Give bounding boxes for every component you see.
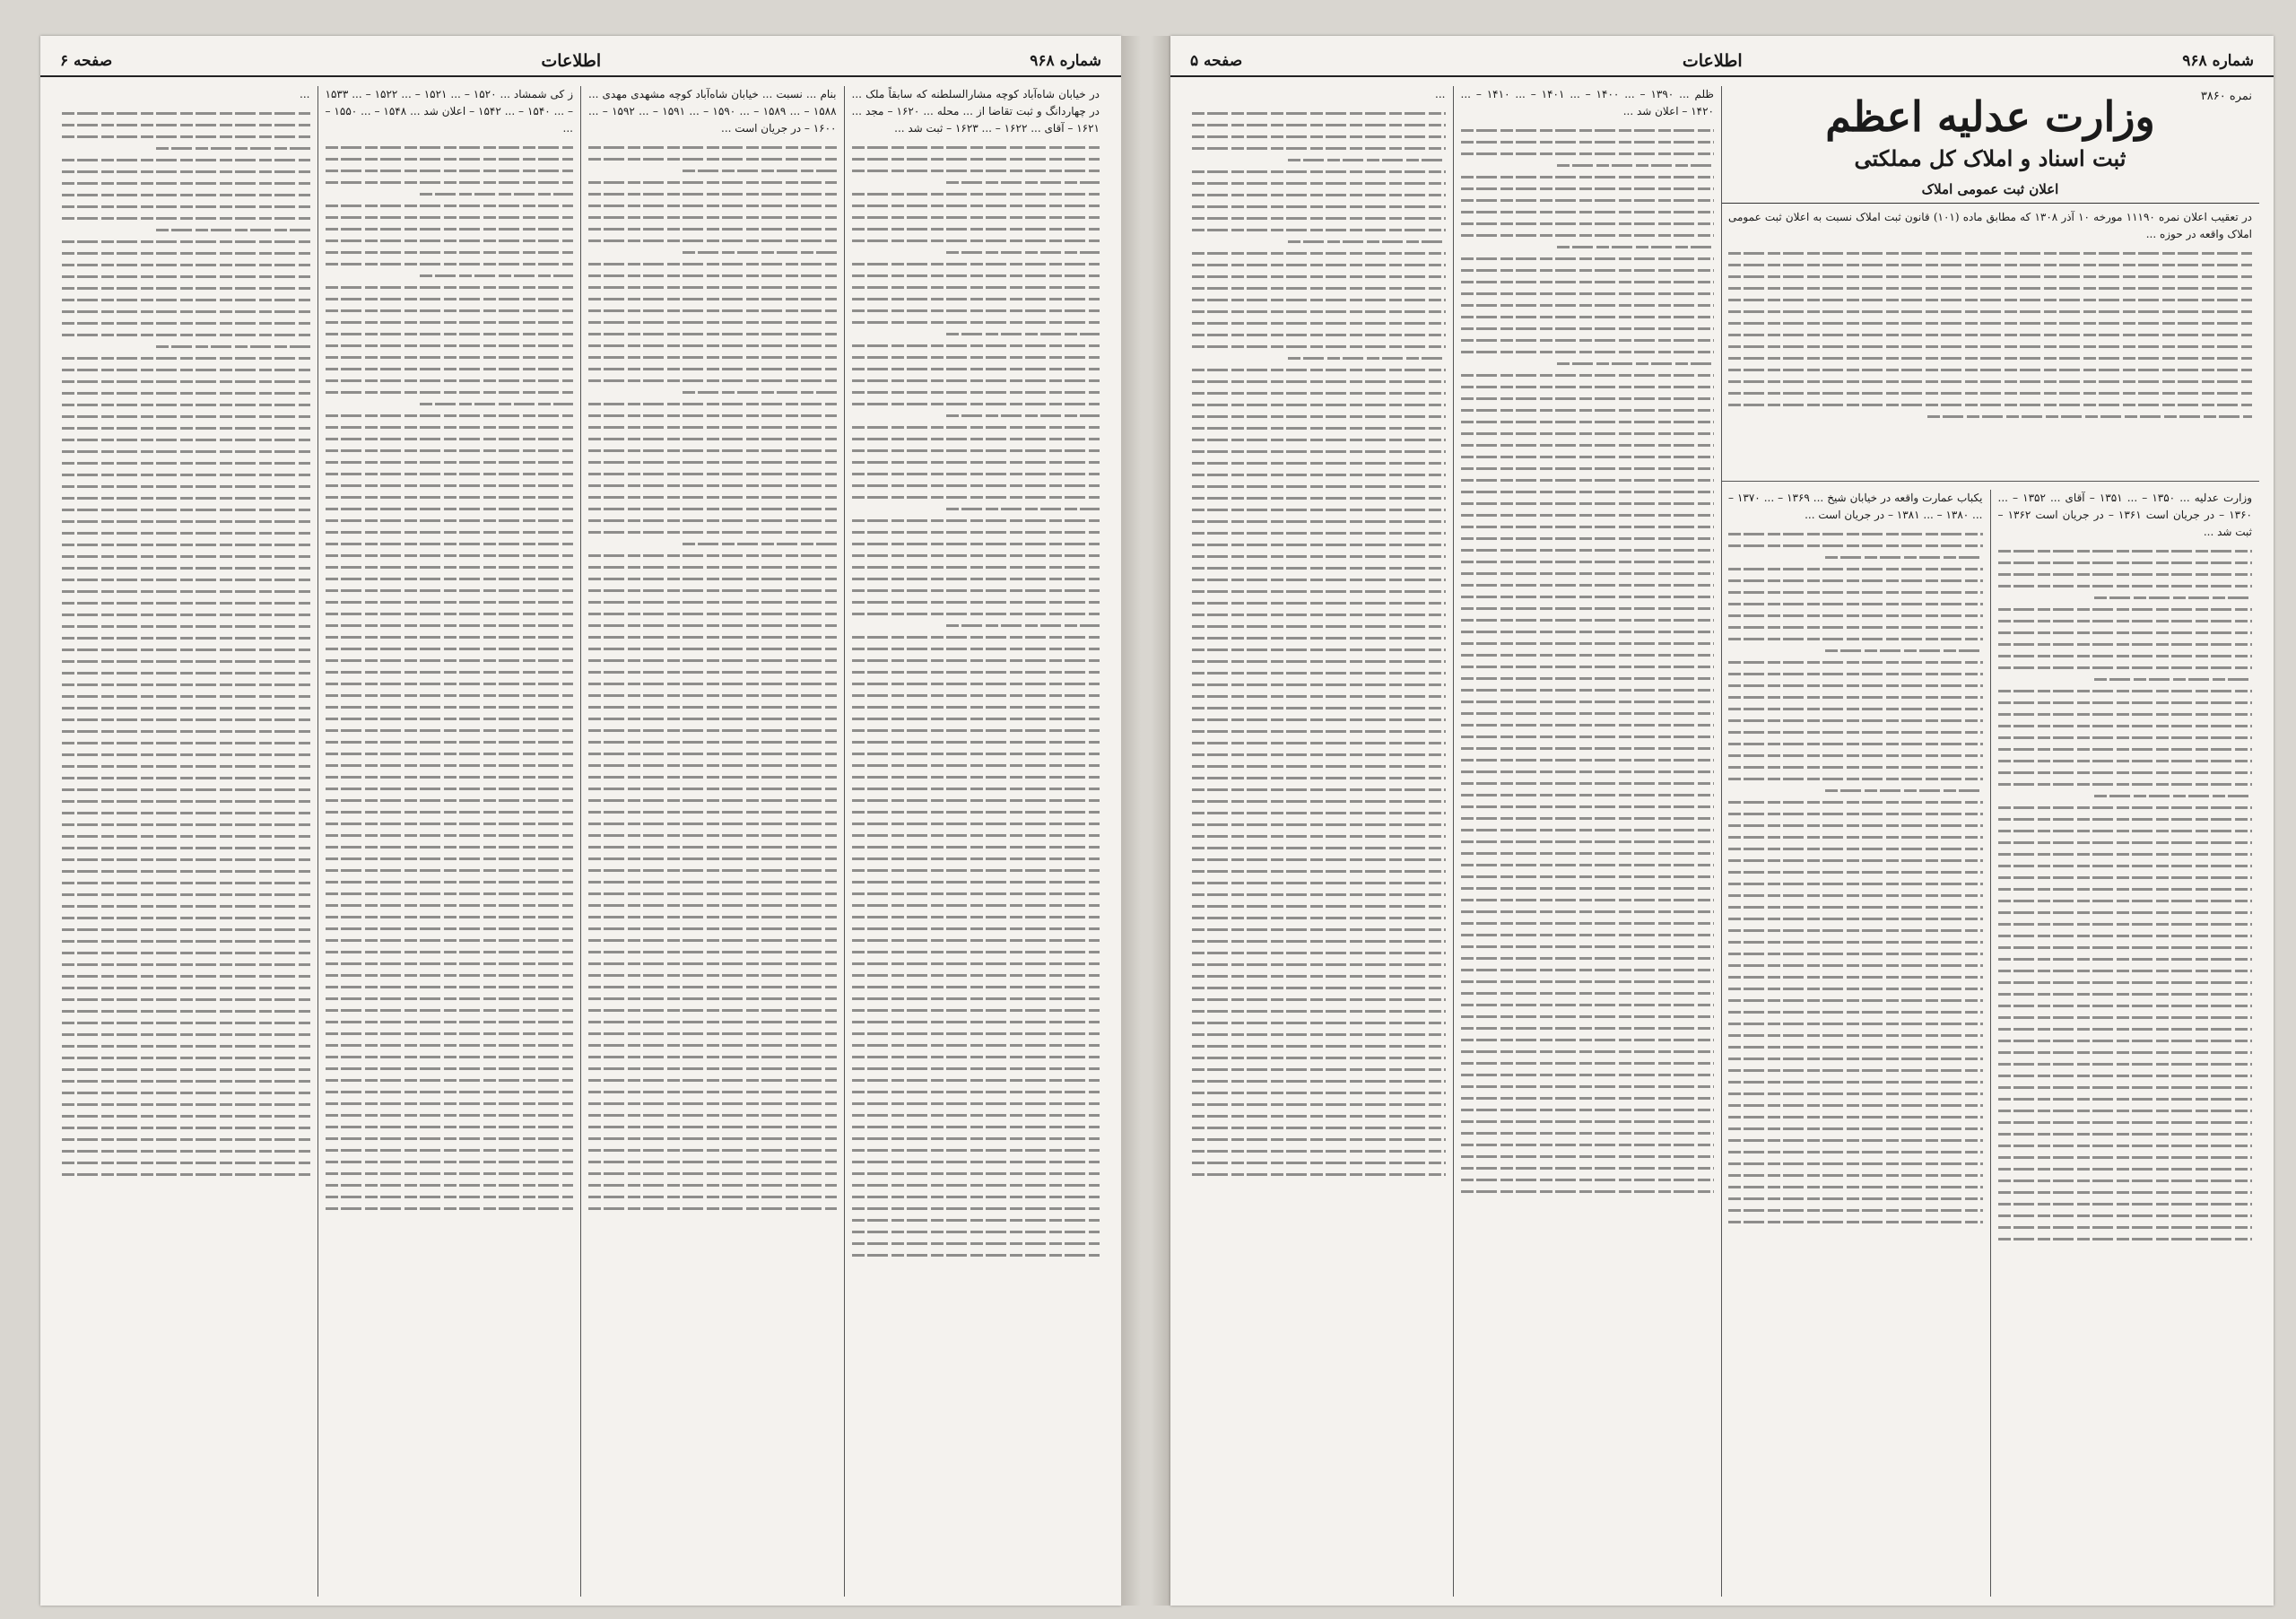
left-column-4-text: ... [300, 88, 310, 100]
left-column-2 [580, 86, 844, 1597]
right-issue-label: شماره ۹۶۸ [2182, 52, 2254, 70]
right-column-1-text: وزارت عدلیه ... ۱۳۵۰ – ... ۱۳۵۱ – آقای ... ۱۳۵۲ – ... ۱۳۶۰ – در جریان است ۱۳۶۱ – در جریان است ۱۳۶۲ – ثبت شد ... [1997, 492, 2253, 538]
right-body [1185, 86, 2259, 1597]
left-paper-name: اطلاعات [541, 51, 602, 71]
right-paper-name: اطلاعات [1682, 51, 1743, 71]
masthead [1721, 86, 2259, 197]
right-column-4 [1185, 86, 1453, 1597]
right-column-2-text: یکباب عمارت واقعه در خیابان شیخ ... ۱۳۶۹ – ... ۱۳۷۰ – ... ۱۳۸۰ – ... ۱۳۸۱ – در جریان است ... [1728, 492, 1983, 521]
right-column-2 [1721, 490, 1990, 1597]
right-lower-columns [1721, 490, 2259, 1597]
right-page-header [1170, 47, 2274, 77]
left-page-header [40, 47, 1121, 77]
left-page-label: صفحه ۶ [60, 52, 113, 70]
right-column-3 [1453, 86, 1722, 1597]
announcement-title: اعلان ثبت عمومی املاک [1921, 181, 2059, 197]
left-column-1 [844, 86, 1108, 1597]
right-page-label: صفحه ۵ [1190, 52, 1243, 70]
right-column-1 [1990, 490, 2260, 1597]
left-column-4 [55, 86, 317, 1597]
masthead-subtitle: ثبت اسناد و املاک کل مملکتی [1854, 145, 2126, 171]
left-column-1-text: در خیابان شاه‌آباد کوچه مشارالسلطنه که سابقاً ملک ... در چهاردانگ و ثبت تقاضا از ... محله ... ۱۶۲۰ – مجد ... ۱۶۲۱ – آقای ... ۱۶۲۲ – ... ۱۶۲۳ – ثبت شد ... [851, 88, 1100, 135]
left-column-2-text: بنام ... نسبت ... خیابان شاه‌آباد کوچه مشهدی مهدی ... ۱۵۸۸ – ... ۱۵۸۹ – ... ۱۵۹۰ – ... ۱۵۹۱ – ... ۱۵۹۲ – ... ۱۶۰۰ – در جریان است ... [588, 88, 837, 135]
issue-number: نمره ۳۸۶۰ [2200, 90, 2252, 103]
right-column-4-text: ... [1435, 88, 1446, 100]
lead-text: در تعقیب اعلان نمره ۱۱۱۹۰ مورخه ۱۰ آذر ۱۳۰۸ که مطابق ماده (۱۰۱) قانون ثبت املاک نسبت به اعلان ثبت عمومی املاک واقعه در حوزه ... [1728, 211, 2253, 240]
left-column-3-text: ز کی شمشاد ... ۱۵۲۰ – ... ۱۵۲۱ – ... ۱۵۲۲ – ... ۱۵۳۳ – ... ۱۵۴۰ – ... ۱۵۴۲ – اعلان شد ... ۱۵۴۸ – ... ۱۵۵۰ – ... [325, 88, 574, 135]
page-fold [1121, 36, 1170, 1606]
right-column-3-text: ظلم ... ۱۳۹۰ – ... ۱۴۰۰ – ... ۱۴۰۱ – ... ۱۴۱۰ – ... ۱۴۲۰ – اعلان شد ... [1460, 88, 1714, 118]
ministry-title: وزارت عدلیه اعظم [1825, 92, 2155, 141]
left-page [40, 36, 1121, 1606]
right-left-columns [1185, 86, 1722, 1597]
left-columns [55, 86, 1107, 1597]
masthead-block [1721, 86, 2259, 482]
left-issue-label: شماره ۹۶۸ [1030, 52, 1101, 70]
right-page [1170, 36, 2274, 1606]
left-column-3 [317, 86, 581, 1597]
